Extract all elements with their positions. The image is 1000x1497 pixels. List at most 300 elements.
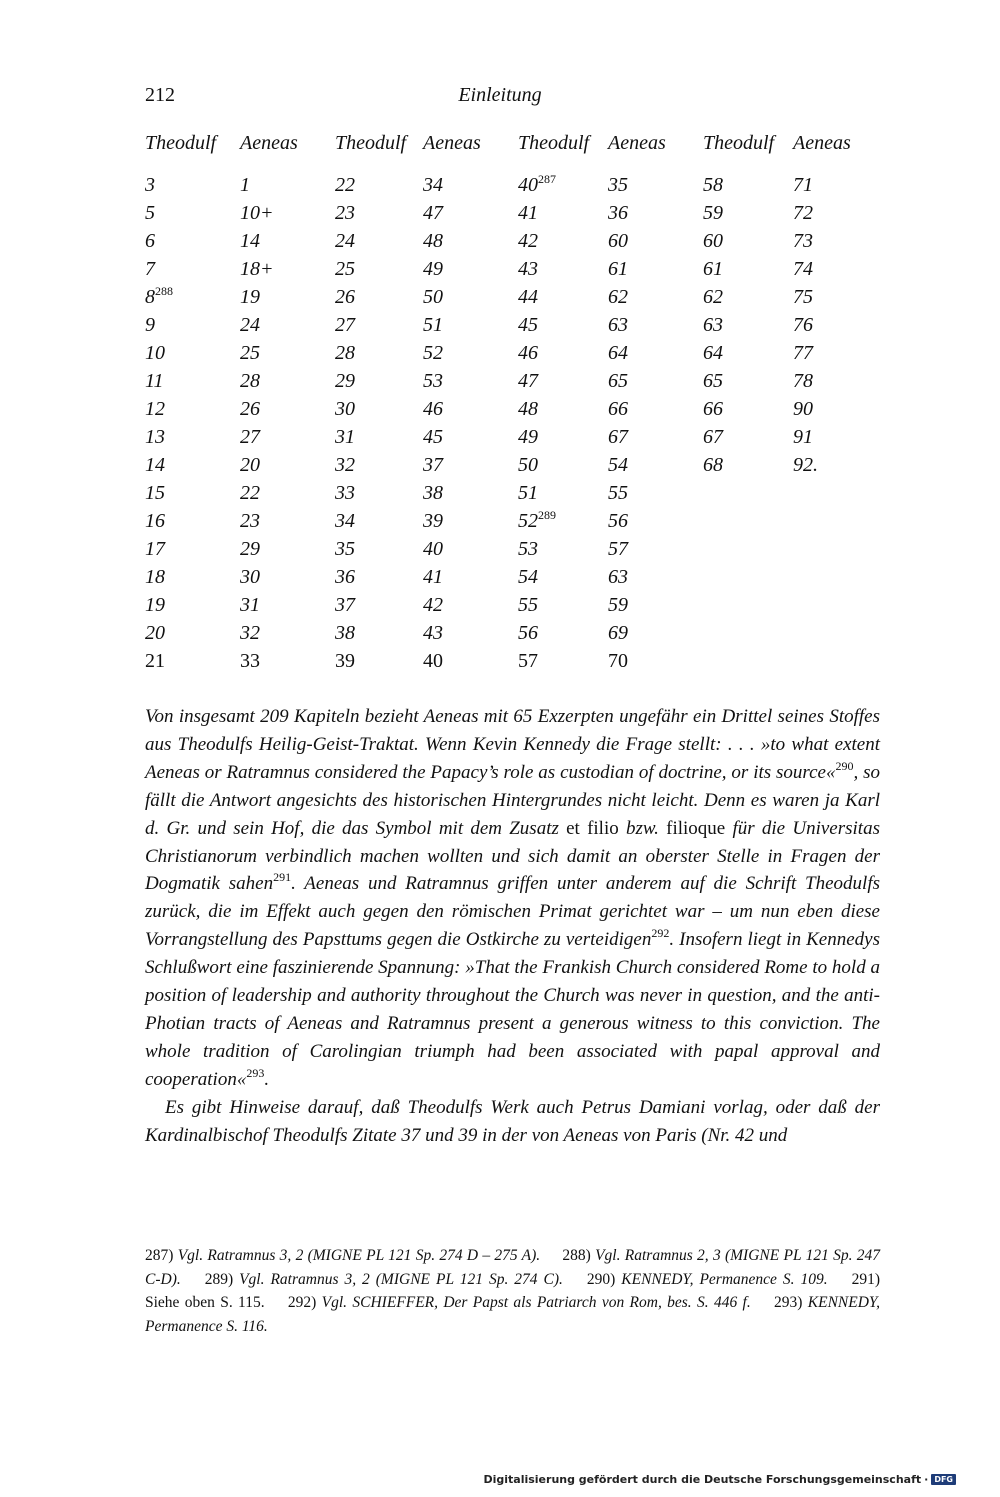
table-cell: [703, 202, 793, 230]
table-row: [145, 538, 885, 566]
table-cell: [423, 342, 518, 370]
table-cell: [703, 538, 793, 566]
cell-value: 31: [335, 426, 355, 448]
cell-value: 16: [145, 510, 165, 532]
cell-value: 41: [423, 566, 443, 588]
table-cell: [423, 622, 518, 650]
cell-value: 57: [518, 650, 538, 672]
concordance-table-container: [145, 132, 885, 678]
table-cell: [423, 538, 518, 566]
footnote-text: Vgl. Ratramnus 3, 2 (MIGNE PL 121 Sp. 274 D – 275 A).: [173, 1247, 541, 1264]
footnote-ref: 287: [538, 172, 556, 186]
footnote-text: KENNEDY, Permanence S. 116.: [145, 1294, 880, 1335]
table-cell: [793, 314, 885, 342]
table-cell: [518, 622, 608, 650]
cell-value: 28: [240, 370, 260, 392]
cell-value: 33: [335, 482, 355, 504]
cell-value: 29: [240, 538, 260, 560]
table-cell: [335, 594, 423, 622]
cell-value: 74: [793, 258, 813, 280]
cell-value: 8: [145, 286, 155, 308]
cell-value: 67: [608, 426, 628, 448]
table-row: [145, 622, 885, 650]
cell-value: 55: [518, 594, 538, 616]
cell-value: 65: [608, 370, 628, 392]
table-cell: [518, 594, 608, 622]
table-row: [145, 342, 885, 370]
table-cell: [335, 398, 423, 426]
table-cell: [423, 398, 518, 426]
column-header: Aeneas: [423, 132, 481, 154]
table-row: [145, 398, 885, 426]
table-row: [145, 566, 885, 594]
table-cell: [793, 594, 885, 622]
table-body: [145, 172, 885, 678]
cell-value: 59: [703, 202, 723, 224]
table-cell: [145, 202, 240, 230]
table-cell: [518, 650, 608, 678]
column-header: Aeneas: [240, 132, 298, 154]
table-cell: [703, 258, 793, 286]
cell-value: 5: [145, 202, 155, 224]
cell-value: 64: [703, 342, 723, 364]
text-segment: . Aeneas und Ratramnus griffen unter anderem auf die Schrift Theodulfs zurück, die im Effekt auch gegen den römischen Primat gerichtet war – um nun eben diese Vorrangstellung des Papsttums gegen die Ostkirche zu verteidigen: [145, 873, 880, 951]
text-segment: für die Universitas Christianorum verbindlich machen wollten und sich damit an oberster Stelle in Fragen der Dogmatik sahen: [145, 817, 880, 895]
cell-value: 35: [335, 538, 355, 560]
table-cell: [145, 342, 240, 370]
cell-value: 9: [145, 314, 155, 336]
table-cell: [703, 314, 793, 342]
table-cell: [703, 230, 793, 258]
column-header: Aeneas: [608, 132, 666, 154]
table-cell: [793, 622, 885, 650]
table-cell: [608, 314, 703, 342]
table-cell: [335, 230, 423, 258]
cell-value: 60: [608, 230, 628, 252]
table-cell: [703, 454, 793, 482]
cell-value: 37: [335, 594, 355, 616]
cell-value: 7: [145, 258, 155, 280]
cell-value: 47: [518, 370, 538, 392]
table-cell: [145, 510, 240, 538]
cell-value: 24: [240, 314, 260, 336]
table-cell: [335, 258, 423, 286]
cell-value: 18+: [240, 258, 274, 280]
cell-value: 3: [145, 174, 155, 196]
cell-value: 41: [518, 202, 538, 224]
table-cell: [145, 454, 240, 482]
table-cell: [793, 538, 885, 566]
cell-value: 50: [518, 454, 538, 476]
table-cell: [335, 622, 423, 650]
cell-value: 68: [703, 454, 723, 476]
table-row: [145, 426, 885, 454]
table-cell: [240, 370, 335, 398]
table-cell: [703, 566, 793, 594]
table-cell: [518, 172, 608, 202]
concordance-table: [145, 132, 885, 678]
table-cell: [240, 650, 335, 678]
cell-value: 6: [145, 230, 155, 252]
table-cell: [335, 202, 423, 230]
table-cell: [608, 482, 703, 510]
table-cell: [240, 622, 335, 650]
table-cell: [145, 594, 240, 622]
table-cell: [423, 314, 518, 342]
cell-value: 76: [793, 314, 813, 336]
cell-value: 29: [335, 370, 355, 392]
cell-value: 14: [145, 454, 165, 476]
table-cell: [145, 258, 240, 286]
cell-value: 32: [335, 454, 355, 476]
cell-value: 46: [518, 342, 538, 364]
cell-value: 53: [423, 370, 443, 392]
cell-value: 71: [793, 174, 813, 196]
cell-value: 30: [335, 398, 355, 420]
cell-value: 51: [518, 482, 538, 504]
cell-value: 30: [240, 566, 260, 588]
table-cell: [335, 510, 423, 538]
cell-value: 38: [335, 622, 355, 644]
footnote-text: Vgl. SCHIEFFER, Der Papst als Patriarch von Rom, bes. S. 446 f.: [316, 1294, 751, 1311]
table-cell: [793, 370, 885, 398]
table-cell: [608, 510, 703, 538]
table-cell: [335, 370, 423, 398]
footnote-number: 293): [774, 1294, 803, 1311]
table-cell: [423, 172, 518, 202]
cell-value: 22: [335, 174, 355, 196]
footnote-number: 291): [851, 1270, 880, 1288]
cell-value: 49: [518, 426, 538, 448]
cell-value: 62: [703, 286, 723, 308]
table-cell: [703, 510, 793, 538]
table-cell: [423, 230, 518, 258]
column-header: Aeneas: [793, 132, 851, 154]
running-head: Einleitung: [458, 84, 542, 106]
table-row: [145, 454, 885, 482]
table-cell: [608, 426, 703, 454]
table-cell: [335, 314, 423, 342]
cell-value: 42: [518, 230, 538, 252]
footnotes: [145, 1244, 880, 1338]
table-cell: [335, 482, 423, 510]
table-cell: [703, 482, 793, 510]
footnote: [288, 1294, 751, 1311]
table-cell: [145, 426, 240, 454]
credit-text: Digitalisierung gefördert durch die Deutsche Forschungsgemeinschaft: [483, 1473, 922, 1486]
table-cell: [145, 538, 240, 566]
cell-value: 19: [145, 594, 165, 616]
table-cell: [608, 370, 703, 398]
table-cell: [793, 230, 885, 258]
cell-value: 27: [240, 426, 260, 448]
footnote-text: KENNEDY, Permanence S. 109.: [615, 1270, 828, 1288]
table-cell: [423, 594, 518, 622]
cell-value: 39: [335, 650, 355, 672]
table-cell: [145, 230, 240, 258]
footnote-number: 292): [287, 1294, 317, 1311]
cell-value: 40: [518, 174, 538, 196]
table-cell: [518, 230, 608, 258]
table-cell: [145, 622, 240, 650]
cell-value: 33: [240, 650, 260, 672]
table-cell: [240, 398, 335, 426]
footnote-ref: 291: [273, 870, 292, 885]
cell-value: 65: [703, 370, 723, 392]
cell-value: 14: [240, 230, 260, 252]
cell-value: 31: [240, 594, 260, 616]
table-cell: [703, 172, 793, 202]
table-row: [145, 510, 885, 538]
table-cell: [793, 172, 885, 202]
cell-value: 60: [703, 230, 723, 252]
cell-value: 35: [608, 174, 628, 196]
footnote-number: 289): [204, 1270, 234, 1288]
cell-value: 69: [608, 622, 628, 644]
cell-value: 43: [423, 622, 443, 644]
table-cell: [793, 202, 885, 230]
cell-value: 52: [423, 342, 443, 364]
table-cell: [335, 172, 423, 202]
cell-value: 54: [518, 566, 538, 588]
table-cell: [423, 482, 518, 510]
footnote: [145, 1247, 540, 1264]
table-cell: [608, 172, 703, 202]
cell-value: 66: [608, 398, 628, 420]
cell-value: 49: [423, 258, 443, 280]
cell-value: 12: [145, 398, 165, 420]
table-cell: [608, 566, 703, 594]
cell-value: 19: [240, 286, 260, 308]
table-cell: [240, 286, 335, 314]
cell-value: 34: [335, 510, 355, 532]
table-row: [145, 258, 885, 286]
table-row: [145, 482, 885, 510]
cell-value: 18: [145, 566, 165, 588]
table-cell: [793, 510, 885, 538]
cell-value: 39: [423, 510, 443, 532]
cell-value: 42: [423, 594, 443, 616]
table-cell: [335, 538, 423, 566]
table-cell: [423, 202, 518, 230]
table-cell: [793, 426, 885, 454]
cell-value: 23: [240, 510, 260, 532]
cell-value: 45: [518, 314, 538, 336]
table-cell: [608, 538, 703, 566]
table-cell: [240, 426, 335, 454]
table-cell: [518, 342, 608, 370]
table-cell: [145, 650, 240, 678]
footnote-ref: 289: [538, 508, 556, 522]
cell-value: 25: [240, 342, 260, 364]
footnote: [205, 1271, 563, 1288]
table-cell: [518, 370, 608, 398]
cell-value: 20: [145, 622, 165, 644]
table-cell: [423, 650, 518, 678]
cell-value: 63: [608, 314, 628, 336]
cell-value: 38: [423, 482, 443, 504]
cell-value: 67: [703, 426, 723, 448]
table-cell: [423, 566, 518, 594]
table-cell: [423, 286, 518, 314]
table-row: [145, 314, 885, 342]
footnote-text: Vgl. Ratramnus 3, 2 (MIGNE PL 121 Sp. 274 C).: [233, 1270, 563, 1288]
table-row: [145, 202, 885, 230]
cell-value: 75: [793, 286, 813, 308]
dfg-logo-icon: DFG: [931, 1474, 956, 1485]
table-cell: [793, 342, 885, 370]
cell-value: 91: [793, 426, 813, 448]
cell-value: 37: [423, 454, 443, 476]
cell-value: 43: [518, 258, 538, 280]
cell-value: 10: [145, 342, 165, 364]
table-row: [145, 370, 885, 398]
table-cell: [518, 258, 608, 286]
cell-value: 34: [423, 174, 443, 196]
table-row: [145, 286, 885, 314]
cell-value: 13: [145, 426, 165, 448]
cell-value: 63: [703, 314, 723, 336]
table-cell: [423, 510, 518, 538]
cell-value: 51: [423, 314, 443, 336]
cell-value: 61: [703, 258, 723, 280]
cell-value: 44: [518, 286, 538, 308]
table-cell: [608, 258, 703, 286]
table-cell: [335, 342, 423, 370]
cell-value: 50: [423, 286, 443, 308]
table-cell: [793, 566, 885, 594]
table-cell: [423, 258, 518, 286]
table-cell: [145, 172, 240, 202]
table-cell: [703, 650, 793, 678]
footnote: [587, 1271, 828, 1288]
table-cell: [793, 286, 885, 314]
table-row: [145, 650, 885, 678]
footnote-number: 290): [586, 1270, 616, 1288]
table-cell: [608, 650, 703, 678]
cell-value: 55: [608, 482, 628, 504]
page-number: 212: [145, 84, 175, 106]
cell-value: 47: [423, 202, 443, 224]
column-header: Theodulf: [518, 132, 590, 154]
table-cell: [608, 286, 703, 314]
table-cell: [518, 426, 608, 454]
cell-value: 53: [518, 538, 538, 560]
table-cell: [518, 398, 608, 426]
table-cell: [608, 594, 703, 622]
paragraph: [145, 703, 880, 1094]
table-cell: [608, 622, 703, 650]
text-segment: bzw.: [618, 817, 667, 839]
cell-value: 26: [240, 398, 260, 420]
cell-value: 32: [240, 622, 260, 644]
cell-value: 45: [423, 426, 443, 448]
table-cell: [608, 202, 703, 230]
table-cell: [608, 454, 703, 482]
table-cell: [240, 538, 335, 566]
footnote-text: Vgl. Ratramnus 2, 3 (MIGNE PL 121 Sp. 247 C-D).: [145, 1247, 880, 1288]
table-cell: [240, 314, 335, 342]
table-cell: [335, 566, 423, 594]
paragraph: Es gibt Hinweise darauf, daß Theodulfs Werk auch Petrus Damiani vorlag, oder daß der Kardinalbischof Theodulfs Zitate 37 und 39 in der von Aeneas von Paris (Nr. 42 und: [145, 1096, 880, 1146]
cell-value: 72: [793, 202, 813, 224]
table-row: [145, 230, 885, 258]
cell-value: 63: [608, 566, 628, 588]
text-segment: .: [264, 1068, 270, 1090]
cell-value: 27: [335, 314, 355, 336]
cell-value: 48: [423, 230, 443, 252]
cell-value: 36: [335, 566, 355, 588]
table-cell: [518, 482, 608, 510]
latin-term: filioque: [666, 817, 726, 839]
table-row: [145, 172, 885, 202]
cell-value: 26: [335, 286, 355, 308]
cell-value: 62: [608, 286, 628, 308]
footnote-ref: 292: [651, 926, 670, 941]
cell-value: 40: [423, 538, 443, 560]
cell-value: 66: [703, 398, 723, 420]
cell-value: 90: [793, 398, 813, 420]
table-cell: [793, 650, 885, 678]
digitization-credit: [483, 1473, 956, 1486]
table-cell: [793, 454, 885, 482]
table-cell: [145, 398, 240, 426]
table-row: [145, 594, 885, 622]
cell-value: 52: [518, 510, 538, 532]
cell-value: 28: [335, 342, 355, 364]
table-cell: [145, 370, 240, 398]
table-cell: [608, 342, 703, 370]
cell-value: 56: [608, 510, 628, 532]
table-cell: [703, 370, 793, 398]
table-cell: [145, 286, 240, 314]
footnote-ref: 290: [835, 758, 854, 773]
column-header: Theodulf: [335, 132, 407, 154]
table-cell: [793, 258, 885, 286]
cell-value: 92.: [793, 454, 818, 476]
cell-value: 48: [518, 398, 538, 420]
table-cell: [240, 202, 335, 230]
table-cell: [518, 510, 608, 538]
table-cell: [703, 342, 793, 370]
cell-value: 56: [518, 622, 538, 644]
table-cell: [335, 286, 423, 314]
column-header: Theodulf: [145, 132, 217, 154]
cell-value: 73: [793, 230, 813, 252]
table-cell: [703, 286, 793, 314]
cell-value: 61: [608, 258, 628, 280]
cell-value: 20: [240, 454, 260, 476]
table-cell: [240, 482, 335, 510]
text-segment: , so fällt die Antwort angesichts des historischen Hintergrundes nicht leicht. Denn es waren ja Karl d. Gr. und sein Hof, die das Symbol mit dem Zusatz: [145, 761, 880, 839]
table-cell: [518, 538, 608, 566]
table-cell: [518, 454, 608, 482]
table-cell: [793, 482, 885, 510]
footnote-number: 288): [562, 1247, 591, 1264]
table-cell: [608, 230, 703, 258]
table-cell: [335, 650, 423, 678]
cell-value: 11: [145, 370, 164, 392]
cell-value: 10+: [240, 202, 274, 224]
table-cell: [703, 398, 793, 426]
separator-dot: ·: [924, 1473, 929, 1486]
table-cell: [703, 426, 793, 454]
table-cell: [423, 454, 518, 482]
cell-value: 40: [423, 650, 443, 672]
cell-value: 70: [608, 650, 628, 672]
table-cell: [240, 342, 335, 370]
table-cell: [145, 314, 240, 342]
